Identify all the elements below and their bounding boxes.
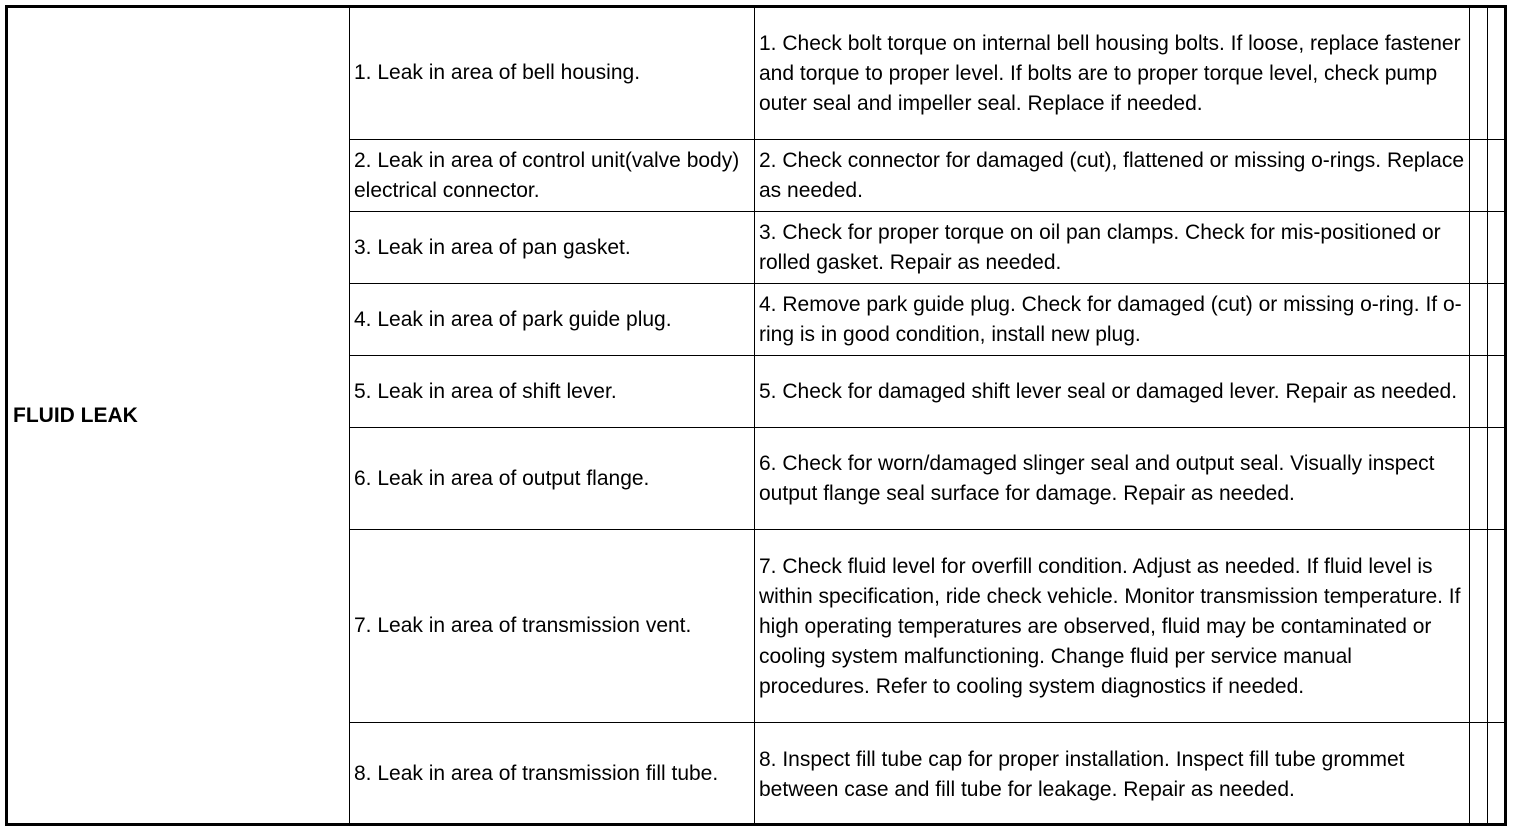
check-cell bbox=[1470, 212, 1488, 284]
check-cell bbox=[1488, 428, 1507, 530]
cause-cell: 8. Leak in area of transmission fill tube. bbox=[350, 723, 755, 826]
check-cell bbox=[1470, 723, 1488, 826]
check-cell bbox=[1488, 723, 1507, 826]
remedy-cell: 3. Check for proper torque on oil pan clamps. Check for mis-positioned or rolled gasket. Repair as needed. bbox=[755, 212, 1470, 284]
check-cell bbox=[1488, 140, 1507, 212]
check-cell bbox=[1488, 212, 1507, 284]
cause-cell: 3. Leak in area of pan gasket. bbox=[350, 212, 755, 284]
check-cell bbox=[1488, 530, 1507, 723]
cause-cell: 2. Leak in area of control unit(valve body) electrical connector. bbox=[350, 140, 755, 212]
remedy-cell: 6. Check for worn/damaged slinger seal and output seal. Visually inspect output flange seal surface for damage. Repair as needed. bbox=[755, 428, 1470, 530]
remedy-cell: 7. Check fluid level for overfill condition. Adjust as needed. If fluid level is within specification, ride check vehicle. Monitor transmission temperature. If high operating temperatures are observed, fluid may be contaminated or cooling system malfunctioning. Change fluid per service manual procedures. Refer to cooling system diagnostics if needed. bbox=[755, 530, 1470, 723]
table-row bbox=[7, 7, 1507, 140]
remedy-cell: 8. Inspect fill tube cap for proper installation. Inspect fill tube grommet between case and fill tube for leakage. Repair as needed. bbox=[755, 723, 1470, 826]
check-cell bbox=[1488, 356, 1507, 428]
cause-cell: 1. Leak in area of bell housing. bbox=[350, 7, 755, 140]
remedy-cell: 1. Check bolt torque on internal bell housing bolts. If loose, replace fastener and torque to proper level. If bolts are to proper torque level, check pump outer seal and impeller seal. Replace if needed. bbox=[755, 7, 1470, 140]
cause-cell: 6. Leak in area of output flange. bbox=[350, 428, 755, 530]
check-cell bbox=[1470, 140, 1488, 212]
cause-cell: 5. Leak in area of shift lever. bbox=[350, 356, 755, 428]
check-cell bbox=[1488, 7, 1507, 140]
condition-cell: FLUID LEAK bbox=[7, 7, 350, 826]
diagnosis-table bbox=[6, 6, 1507, 826]
check-cell bbox=[1470, 530, 1488, 723]
check-cell bbox=[1470, 284, 1488, 356]
check-cell bbox=[1470, 428, 1488, 530]
remedy-cell: 4. Remove park guide plug. Check for damaged (cut) or missing o-ring. If o-ring is in good condition, install new plug. bbox=[755, 284, 1470, 356]
remedy-cell: 2. Check connector for damaged (cut), flattened or missing o-rings. Replace as needed. bbox=[755, 140, 1470, 212]
cause-cell: 4. Leak in area of park guide plug. bbox=[350, 284, 755, 356]
cause-cell: 7. Leak in area of transmission vent. bbox=[350, 530, 755, 723]
check-cell bbox=[1470, 7, 1488, 140]
remedy-cell: 5. Check for damaged shift lever seal or damaged lever. Repair as needed. bbox=[755, 356, 1470, 428]
check-cell bbox=[1470, 356, 1488, 428]
check-cell bbox=[1488, 284, 1507, 356]
